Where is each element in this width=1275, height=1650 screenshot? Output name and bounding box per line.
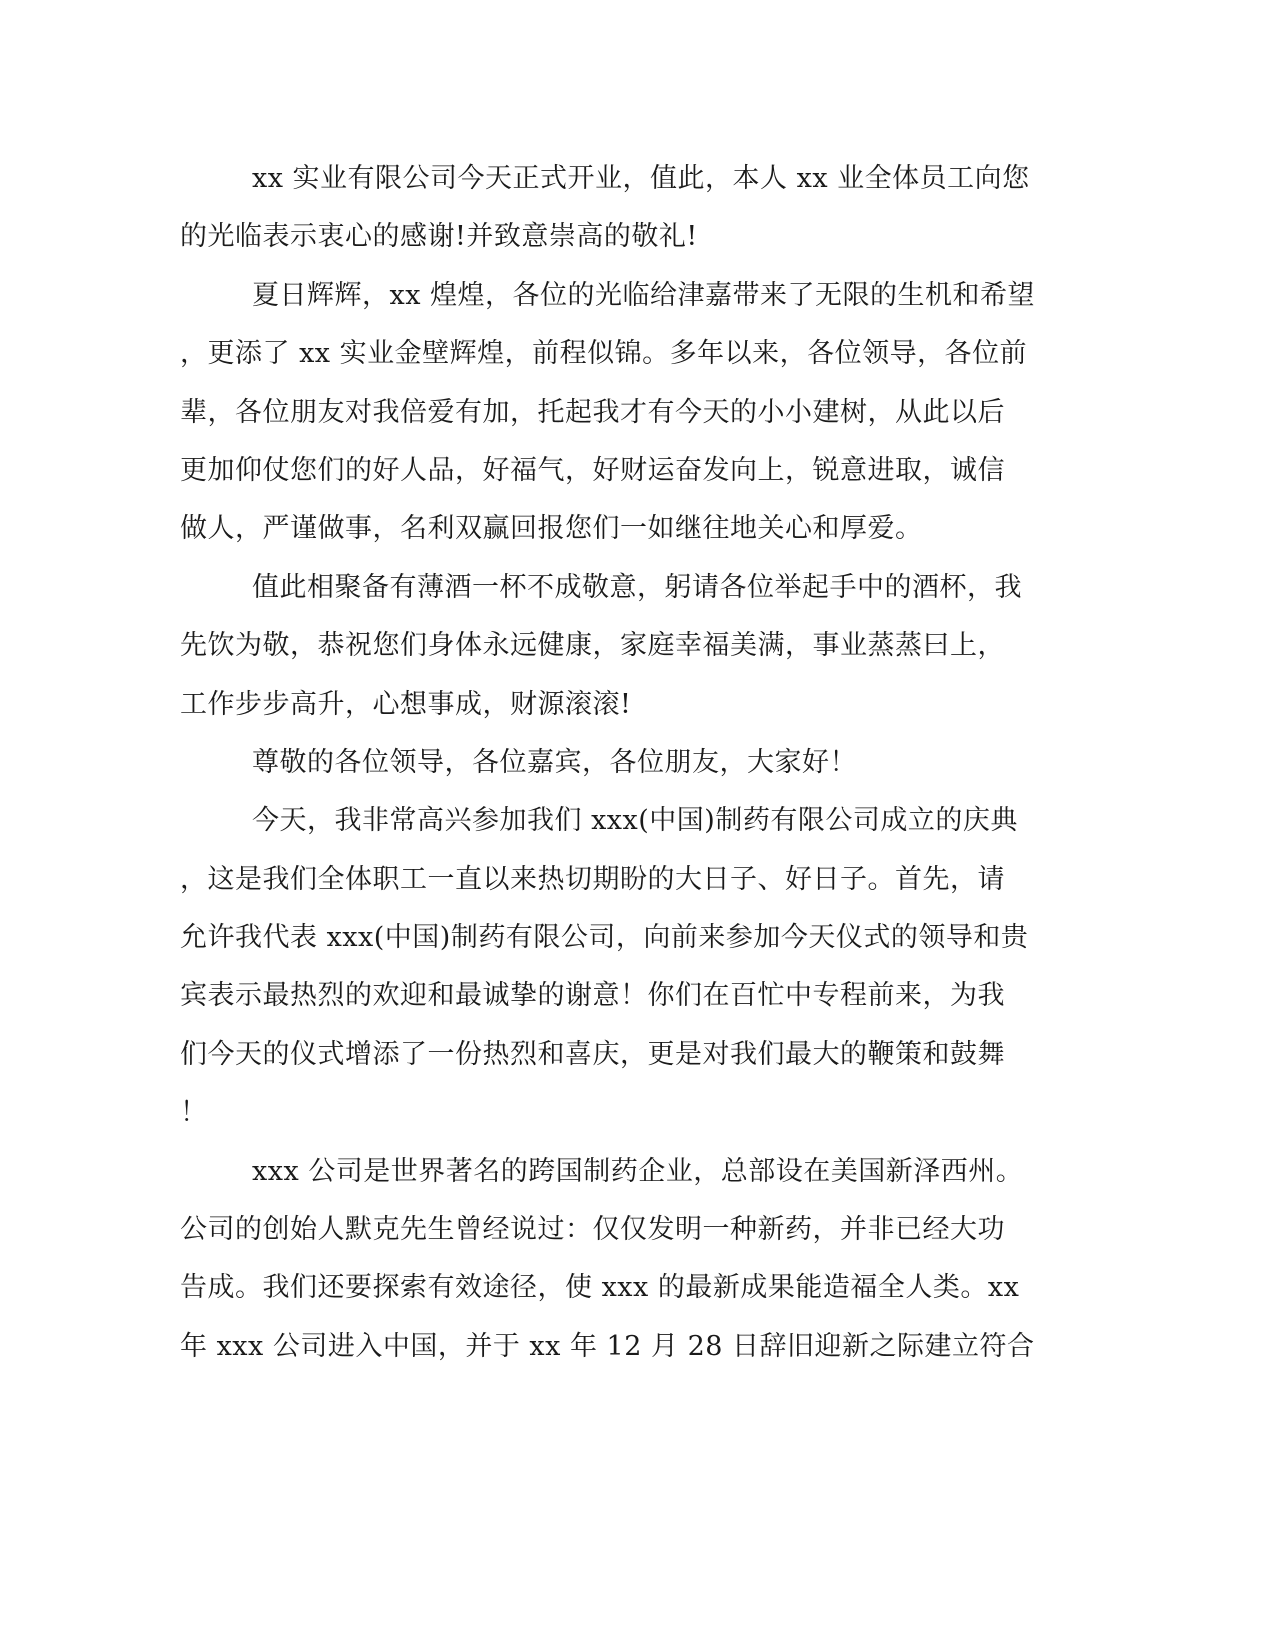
text-line: 辈，各位朋友对我倍爱有加，托起我才有今天的小小建树，从此以后 bbox=[180, 396, 1005, 428]
text-line: 更加仰仗您们的好人品，好福气，好财运奋发向上，锐意进取，诚信 bbox=[180, 454, 1005, 486]
text-line: 做人，严谨做事，名利双赢回报您们一如继往地关心和厚爱。 bbox=[180, 513, 923, 545]
text-line: 的光临表示衷心的感谢!并致意崇高的敬礼! bbox=[180, 221, 698, 253]
text-line: 今天，我非常高兴参加我们 xxx(中国)制药有限公司成立的庆典 bbox=[252, 805, 1018, 837]
text-line: 年 xxx 公司进入中国，并于 xx 年 12 月 28 日辞旧迎新之际建立符合 bbox=[180, 1330, 1035, 1362]
text-line: 工作步步高升，心想事成，财源滚滚! bbox=[180, 688, 632, 720]
text-line: ，这是我们全体职工一直以来热切期盼的大日子、好日子。首先，请 bbox=[180, 863, 1005, 895]
text-line: xx 实业有限公司今天正式开业，值此，本人 xx 业全体员工向您 bbox=[252, 163, 1030, 194]
text-line: ，更添了 xx 实业金壁辉煌，前程似锦。多年以来，各位领导，各位前 bbox=[180, 338, 1028, 370]
text-line: 告成。我们还要探索有效途径，使 xxx 的最新成果能造福全人类。xx bbox=[180, 1272, 1020, 1304]
document-body bbox=[180, 150, 1040, 1376]
text-line: 宾表示最热烈的欢迎和最诚挚的谢意！你们在百忙中专程前来，为我 bbox=[180, 980, 1005, 1012]
text-line: 尊敬的各位领导，各位嘉宾，各位朋友，大家好！ bbox=[252, 746, 857, 778]
text-line: 们今天的仪式增添了一份热烈和喜庆，更是对我们最大的鞭策和鼓舞 bbox=[180, 1038, 1005, 1070]
text-line: 先饮为敬，恭祝您们身体永远健康，家庭幸福美满，事业蒸蒸曰上， bbox=[180, 630, 1005, 662]
text-line: 夏日辉辉，xx 煌煌，各位的光临给津嘉带来了无限的生机和希望 bbox=[252, 279, 1036, 311]
text-line: xxx 公司是世界著名的跨国制药企业，总部设在美国新泽西州。 bbox=[252, 1155, 1024, 1187]
text-line: 值此相聚备有薄酒一杯不成敬意，躬请各位举起手中的酒杯，我 bbox=[252, 571, 1022, 603]
text-line: 允许我代表 xxx(中国)制药有限公司，向前来参加今天仪式的领导和贵 bbox=[180, 922, 1029, 954]
text-line: 公司的创始人默克先生曾经说过：仅仅发明一种新药，并非已经大功 bbox=[180, 1214, 1005, 1246]
text-line: ！ bbox=[180, 1097, 208, 1129]
